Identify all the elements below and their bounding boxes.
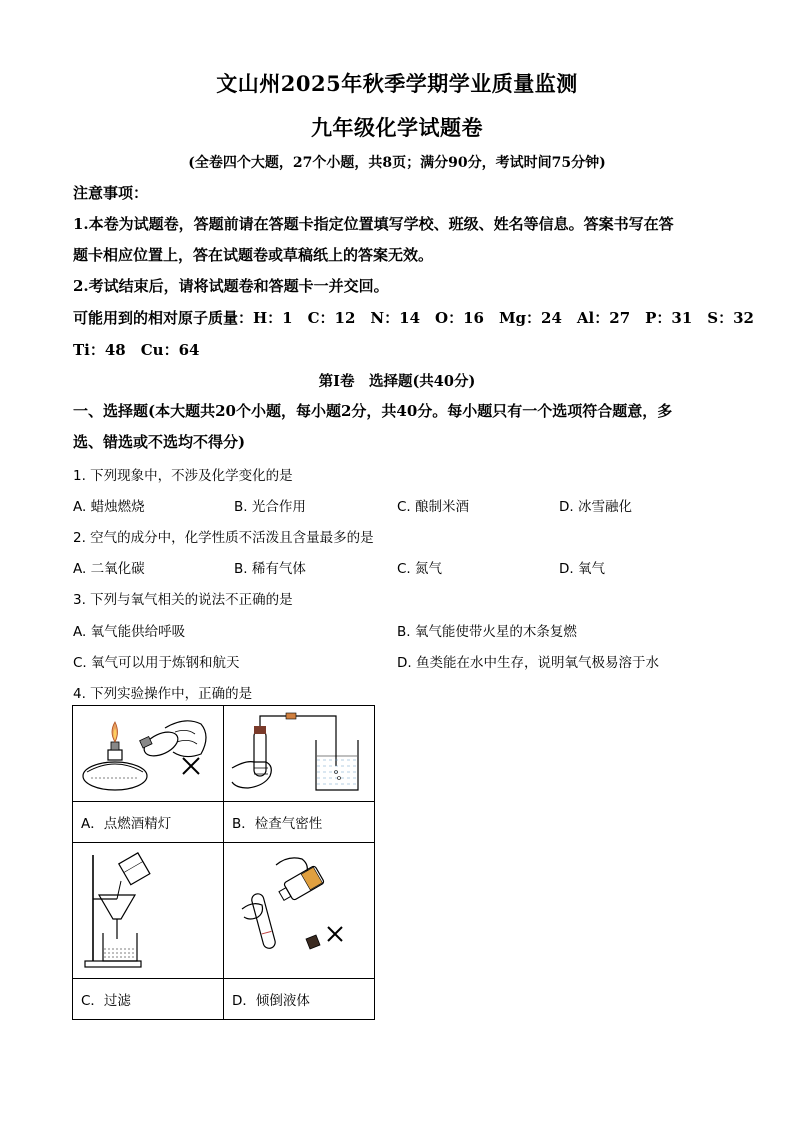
notice-item-2: 2.考试结束后，请将试题卷和答题卡一并交回。 — [73, 277, 389, 295]
part1-instructions-cont: 选、错选或不选均不得分) — [73, 433, 246, 451]
question-2-option-b: B. 稀有气体 — [234, 561, 306, 577]
exam-title: 文山州2025年秋季学期学业质量监测 — [216, 71, 578, 96]
notice-item-1: 1.本卷为试题卷，答题前请在答题卡指定位置填写学校、班级、姓名等信息。答案书写在答 — [73, 215, 674, 233]
figure-cell-b — [224, 706, 375, 802]
question-2-option-d: D. 氧气 — [559, 561, 605, 577]
question-3-option-d: D. 鱼类能在水中生存，说明氧气极易溶于水 — [397, 655, 659, 671]
figure-caption-b: B．检查气密性 — [224, 802, 375, 843]
airtightness-check-illustration — [224, 706, 374, 801]
atomic-masses-cont: Ti：48 Cu：64 — [73, 341, 200, 359]
question-1-stem: 1. 下列现象中，不涉及化学变化的是 — [73, 468, 293, 484]
figure-caption-d: D．倾倒液体 — [224, 979, 375, 1020]
filtration-illustration — [73, 843, 223, 978]
question-3-option-c: C. 氧气可以用于炼钢和航天 — [73, 655, 240, 671]
notice-item-1-cont: 题卡相应位置上，答在试题卷或草稿纸上的答案无效。 — [73, 246, 434, 264]
figure-caption-c: C．过滤 — [73, 979, 224, 1020]
question-4-figure-table — [72, 705, 375, 1020]
question-1-option-c: C. 酿制米酒 — [397, 499, 470, 515]
pouring-liquid-illustration — [224, 843, 374, 978]
question-1-option-d: D. 冰雪融化 — [559, 499, 632, 515]
question-3-stem: 3. 下列与氧气相关的说法不正确的是 — [73, 592, 293, 608]
question-1-option-a: A. 蜡烛燃烧 — [73, 499, 145, 515]
question-3-option-b: B. 氧气能使带火星的木条复燃 — [397, 624, 577, 640]
question-1-option-b: B. 光合作用 — [234, 499, 306, 515]
exam-info: (全卷四个大题，27个小题，共8页；满分90分，考试时间75分钟) — [188, 155, 606, 171]
part1-heading: 第Ⅰ卷 选择题(共40分) — [318, 373, 476, 390]
notice-heading: 注意事项： — [73, 184, 149, 202]
atomic-masses: 可能用到的相对原子质量：H：1 C：12 N：14 O：16 Mg：24 Al：27 P：31 S：32 — [73, 309, 754, 327]
question-3-option-a: A. 氧气能供给呼吸 — [73, 624, 186, 640]
question-4-stem: 4. 下列实验操作中，正确的是 — [73, 686, 253, 702]
part1-instructions: 一、选择题(本大题共20个小题，每小题2分，共40分。每小题只有一个选项符合题意，多 — [73, 402, 673, 420]
question-2-option-c: C. 氮气 — [397, 561, 443, 577]
question-2-stem: 2. 空气的成分中，化学性质不活泼且含量最多的是 — [73, 530, 374, 546]
figure-cell-c — [73, 843, 224, 979]
question-2-option-a: A. 二氧化碳 — [73, 561, 145, 577]
exam-subject-title: 九年级化学试题卷 — [311, 115, 483, 140]
figure-cell-d — [224, 843, 375, 979]
figure-cell-a — [73, 706, 224, 802]
figure-caption-a: A．点燃酒精灯 — [73, 802, 224, 843]
alcohol-lamp-lighting-illustration — [73, 706, 223, 801]
